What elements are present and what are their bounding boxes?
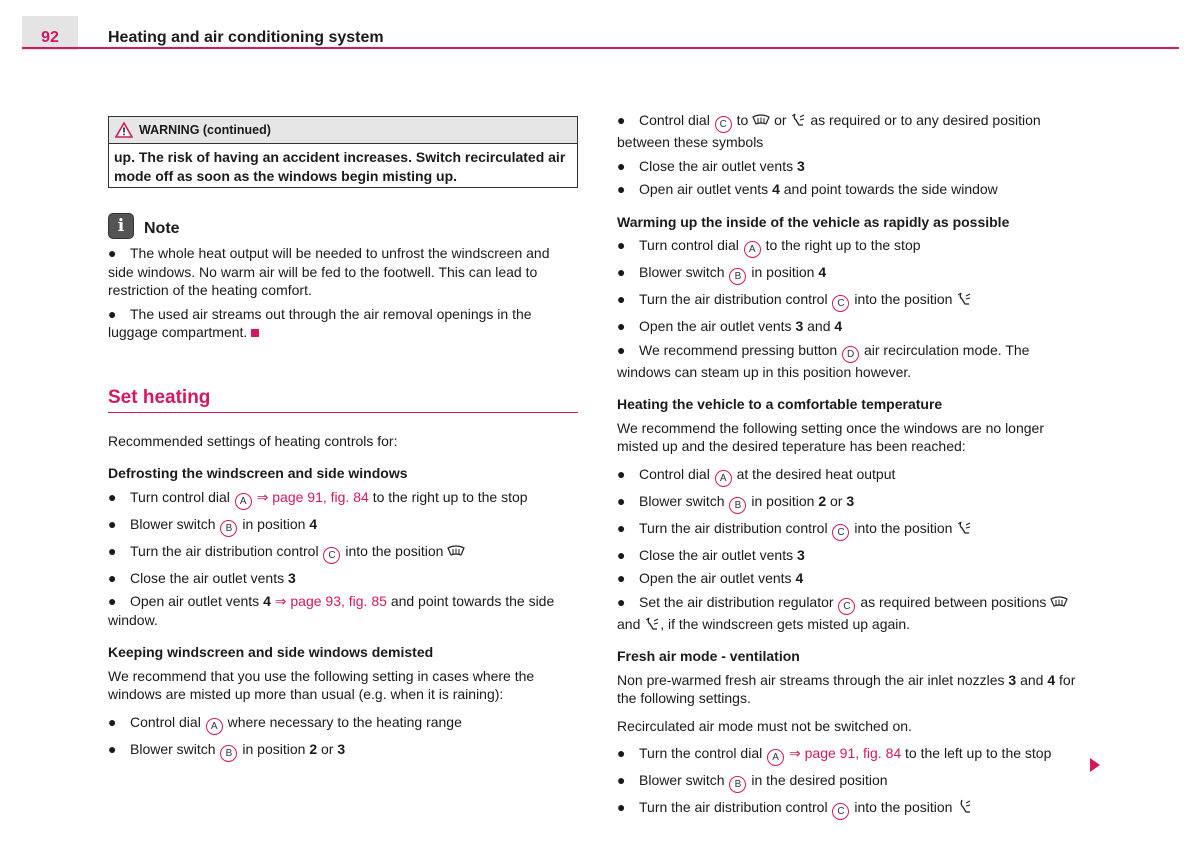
demist-step: ● Control dial A where necessary to the heating range (108, 713, 578, 735)
warning-text: up. The risk of having an accident increases. Switch recirculated air mode off as soon as the windows begin misting up. (114, 149, 566, 184)
control-b-marker: B (220, 520, 237, 537)
control-c-marker: C (838, 598, 855, 615)
demist-step: ● Blower switch B in position 2 or 3 (108, 740, 578, 762)
windscreen-defrost-icon (1050, 596, 1068, 610)
control-a-marker: A (767, 749, 784, 766)
defrost-step: ● Turn control dial A ⇒ page 91, fig. 84 to the right up to the stop (108, 488, 578, 510)
defrost-step: ● Close the air outlet vents 3 (108, 569, 296, 586)
left-column (108, 116, 578, 762)
defrost-step: ● Turn the air distribution control C into the position (108, 542, 578, 564)
fresh-note: Recirculated air mode must not be switched on. (617, 717, 912, 734)
note-bullet: ● The whole heat output will be needed to unfrost the windscreen and side windows. No warm air will be fed to the footwell. This can lead to restriction of the heating comfort. (108, 245, 550, 298)
dial-step: ● Open air outlet vents 4 and point towards the side window (617, 181, 998, 197)
comfort-intro: We recommend the following setting once the windows are no longer misted up and the desired teperature has been reached: (617, 419, 1044, 454)
windscreen-defrost-icon (752, 114, 770, 128)
control-c-marker: C (323, 547, 340, 564)
defrost-step: ● Open air outlet vents 4 ⇒ page 93, fig. 85 and point towards the side window. (108, 593, 555, 628)
warning-title: WARNING (continued) (139, 122, 271, 137)
control-a-marker: A (206, 718, 223, 735)
control-c-marker: C (832, 524, 849, 541)
right-column (617, 111, 1087, 820)
dial-step: ● Close the air outlet vents 3 (617, 157, 805, 174)
control-b-marker: B (220, 745, 237, 762)
control-b-marker: B (729, 776, 746, 793)
comfort-step: ● Open the air outlet vents 4 (617, 570, 804, 586)
footwell-windscreen-icon (956, 520, 972, 536)
warmup-step: ● Turn control dial A to the right up to the stop (617, 236, 1087, 258)
footwell-windscreen-icon (644, 616, 660, 632)
demist-intro: We recommend that you use the following setting in cases where the windows are misted up more than usual (e.g. when it is raining): (108, 667, 535, 702)
fresh-step: ● Blower switch B in the desired position (617, 771, 1087, 793)
cross-reference-link[interactable]: ⇒ page 91, fig. 84 (789, 745, 902, 761)
note-bullet: ● The used air streams out through the air removal openings in the luggage compartment. (108, 305, 532, 340)
control-b-marker: B (729, 268, 746, 285)
windscreen-defrost-icon (447, 545, 465, 559)
control-b-marker: B (729, 497, 746, 514)
page-title: Heating and air conditioning system (108, 29, 384, 46)
end-of-section-marker (251, 329, 259, 337)
control-d-marker: D (842, 346, 859, 363)
control-c-marker: C (715, 116, 732, 133)
note-header (108, 209, 578, 239)
info-icon: i (108, 213, 134, 239)
page-number: 92 (41, 29, 59, 46)
footwell-windscreen-icon (956, 291, 972, 307)
cross-reference-link[interactable]: ⇒ page 93, fig. 85 (274, 593, 387, 609)
comfort-step: ● Blower switch B in position 2 or 3 (617, 492, 1087, 514)
warning-header (109, 117, 577, 144)
comfort-step: ● Set the air distribution regulator C as required between positions and , if the windscreen gets misted up again. (617, 593, 1087, 634)
comfort-step: ● Control dial A at the desired heat output (617, 465, 1087, 487)
defrost-step: ● Blower switch B in position 4 (108, 515, 578, 537)
subheading-comfort: Heating the vehicle to a comfortable temperature (617, 396, 943, 412)
warmup-step: ● Open the air outlet vents 3 and 4 (617, 318, 843, 334)
subheading-demist: Keeping windscreen and side windows demisted (108, 644, 434, 660)
footwell-windscreen-icon (790, 112, 806, 128)
header-rule (22, 47, 1179, 49)
section-title: Set heating (108, 387, 578, 413)
next-page-arrow-icon (1090, 758, 1100, 772)
control-a-marker: A (235, 493, 252, 510)
fresh-intro: Non pre-warmed fresh air streams through the air inlet nozzles 3 and 4 for the following settings. (617, 671, 1076, 706)
subheading-warmup: Warming up the inside of the vehicle as rapidly as possible (617, 213, 1010, 230)
dial-step: ● Control dial C to or as required or to any desired position between these symbols (617, 112, 1041, 150)
bullet-dot: ● (108, 245, 117, 261)
cross-reference-link[interactable]: ⇒ page 91, fig. 84 (256, 488, 369, 505)
control-c-marker: C (832, 295, 849, 312)
fresh-step: ● Turn the air distribution control C into the position (617, 798, 1087, 820)
warning-triangle-icon (115, 122, 133, 138)
warmup-step: ● Blower switch B in position 4 (617, 263, 1087, 285)
footwell-icon (956, 799, 972, 815)
control-a-marker: A (715, 470, 732, 487)
warmup-step: ● We recommend pressing button D air recirculation mode. The windows can steam up in this position however. (617, 341, 1030, 380)
control-c-marker: C (832, 803, 849, 820)
warmup-step: ● Turn the air distribution control C into the position (617, 290, 1087, 312)
note-title: Note (144, 220, 180, 237)
section-intro: Recommended settings of heating controls for: (108, 432, 398, 449)
bullet-dot: ● (108, 305, 117, 322)
subheading-defrost: Defrosting the windscreen and side windows (108, 465, 408, 481)
control-a-marker: A (744, 241, 761, 258)
comfort-step: ● Close the air outlet vents 3 (617, 546, 805, 563)
comfort-step: ● Turn the air distribution control C into the position (617, 519, 1087, 541)
subheading-fresh-air: Fresh air mode - ventilation (617, 648, 800, 664)
warning-box (108, 116, 578, 188)
fresh-step: ● Turn the control dial A ⇒ page 91, fig. 84 to the left up to the stop (617, 744, 1087, 766)
